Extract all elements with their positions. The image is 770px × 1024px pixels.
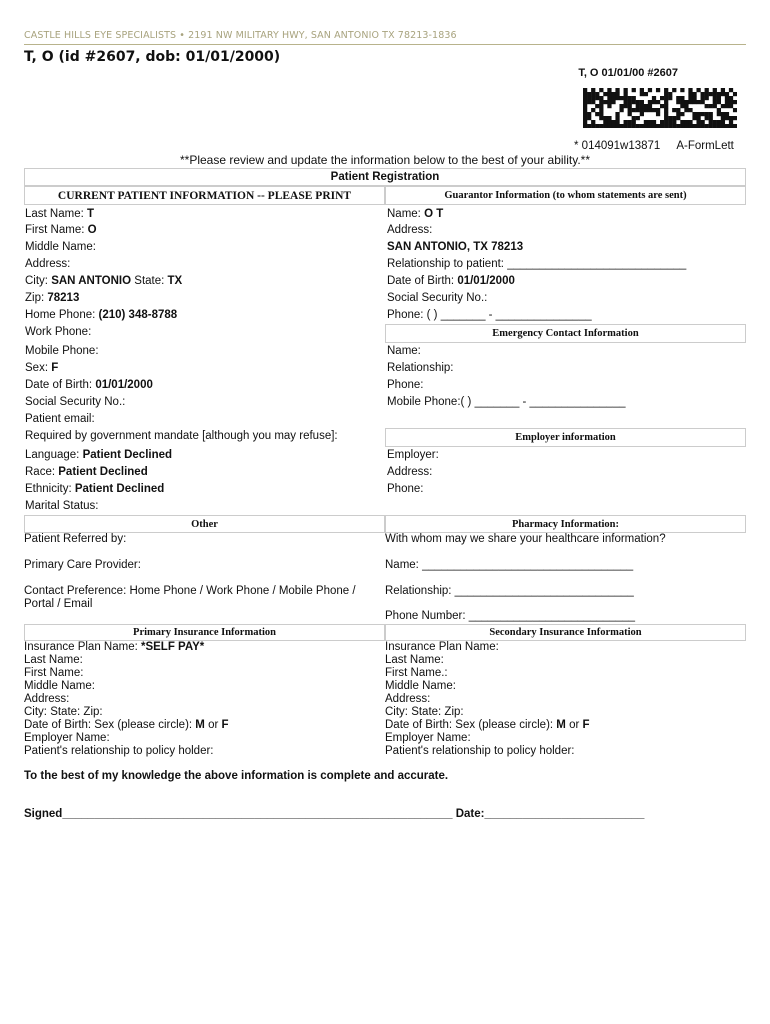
work-phone-row: Work Phone:: [25, 326, 92, 338]
email-row: Patient email:: [25, 413, 95, 425]
employer-header: Employer information: [385, 428, 746, 447]
city-value: SAN ANTONIO: [51, 275, 132, 287]
zip-row: [25, 292, 79, 304]
first-name-row: [25, 224, 97, 236]
home-phone-value: (210) 348-8788: [98, 309, 178, 321]
secondary-address-row: Address:: [385, 693, 431, 705]
city-state-row: [25, 275, 182, 287]
referred-row: Patient Referred by:: [24, 533, 127, 545]
label: Home Phone:: [25, 309, 99, 321]
label: Date of Birth:: [25, 379, 96, 391]
employer-row: Employer:: [387, 449, 439, 461]
guarantor-relationship-row: Relationship to patient: ____________________________: [387, 258, 687, 270]
label: Last Name:: [25, 208, 87, 220]
secondary-city-row: City: State: Zip:: [385, 706, 464, 718]
primary-dob-sex-row: [24, 719, 229, 731]
secondary-relationship-row: Patient's relationship to policy holder:: [385, 745, 575, 757]
guarantor-phone-row: Phone: ( ) _______ - _______________: [387, 309, 592, 321]
zip-value: 78213: [47, 292, 80, 304]
patient-id-label: T, O 01/01/00 #2607: [578, 67, 678, 79]
address-row: Address:: [25, 258, 71, 270]
label: State:: [131, 275, 168, 287]
secondary-insurance-header: Secondary Insurance Information: [385, 624, 746, 641]
primary-employer-row: Employer Name:: [24, 732, 110, 744]
middle-name-row: Middle Name:: [25, 241, 96, 253]
first-name-value: O: [87, 224, 97, 236]
review-note: **Please review and update the information below to the best of your ability.**: [179, 153, 591, 167]
home-phone-row: [25, 309, 177, 321]
sex-row: [25, 362, 58, 374]
label: Date of Birth:: [387, 275, 458, 287]
date-field[interactable]: Date:_________________________: [455, 808, 645, 820]
secondary-dob-sex-row: [385, 719, 590, 731]
pharmacy-question: With whom may we share your healthcare information?: [385, 533, 666, 545]
sex-option-f: F: [582, 719, 590, 731]
sex-value: F: [51, 362, 59, 374]
primary-middle-row: Middle Name:: [24, 680, 95, 692]
emergency-relationship-row: Relationship:: [387, 362, 454, 374]
other-header: Other: [24, 515, 385, 533]
employer-phone-row: Phone:: [387, 483, 424, 495]
last-name-value: T: [87, 208, 95, 220]
mandate-row: Required by government mandate [although you may refuse]:: [25, 430, 338, 442]
patient-title: T, O (id #2607, dob: 01/01/2000): [24, 49, 281, 65]
form-code: [574, 140, 734, 152]
primary-last-row: Last Name:: [24, 654, 83, 666]
datamatrix-barcode: [583, 88, 737, 128]
secondary-plan-row: Insurance Plan Name:: [385, 641, 499, 653]
secondary-first-row: First Name.:: [385, 667, 448, 679]
secondary-middle-row: Middle Name:: [385, 680, 456, 692]
sex-option-f: F: [221, 719, 229, 731]
language-value: Patient Declined: [82, 449, 173, 461]
pharmacy-name-row: Name: _________________________________: [385, 559, 634, 571]
current-patient-header: CURRENT PATIENT INFORMATION -- PLEASE PRINT: [24, 186, 385, 205]
label: Date of Birth: Sex (please circle):: [385, 719, 557, 731]
label: Sex:: [25, 362, 52, 374]
marital-row: Marital Status:: [25, 500, 99, 512]
emergency-mobile-row: Mobile Phone:( ) _______ - _______________: [387, 396, 626, 408]
race-value: Patient Declined: [58, 466, 148, 478]
emergency-name-row: Name:: [387, 345, 421, 357]
contact-preference: Contact Preference: Home Phone / Work Phone / Mobile Phone / Portal / Email: [24, 585, 356, 610]
label: Ethnicity:: [25, 483, 75, 495]
guarantor-name-row: [387, 208, 443, 220]
secondary-employer-row: Employer Name:: [385, 732, 471, 744]
language-row: [25, 449, 172, 461]
pharmacy-relationship-row: Relationship: ____________________________: [385, 585, 634, 597]
guarantor-ssn-row: Social Security No.:: [387, 292, 488, 304]
primary-address-row: Address:: [24, 693, 70, 705]
pharmacy-header: Pharmacy Information:: [385, 515, 746, 533]
secondary-last-row: Last Name:: [385, 654, 444, 666]
employer-address-row: Address:: [387, 466, 433, 478]
emergency-header: Emergency Contact Information: [385, 324, 746, 343]
last-name-row: [25, 208, 94, 220]
emergency-phone-row: Phone:: [387, 379, 424, 391]
label: Date of Birth: Sex (please circle):: [24, 719, 196, 731]
primary-insurance-header: Primary Insurance Information: [24, 624, 385, 641]
primary-relationship-row: Patient's relationship to policy holder:: [24, 745, 214, 757]
form-code-number: * 014091w13871: [574, 140, 661, 152]
race-row: [25, 466, 148, 478]
label: or: [204, 719, 222, 731]
dob-row: [25, 379, 153, 391]
guarantor-dob-row: [387, 275, 515, 287]
signed-field[interactable]: Signed_____________________________________________________________: [24, 808, 453, 820]
guarantor-address-row: Address:: [387, 224, 433, 236]
signature-line[interactable]: [24, 808, 644, 820]
guarantor-header: Guarantor Information (to whom statements are sent): [385, 186, 746, 205]
label: or: [565, 719, 583, 731]
label: Race:: [25, 466, 59, 478]
primary-plan-value: *SELF PAY*: [140, 641, 205, 653]
label: Name:: [387, 208, 425, 220]
attestation: To the best of my knowledge the above information is complete and accurate.: [24, 770, 449, 782]
primary-first-row: First Name:: [24, 667, 84, 679]
pharmacy-phone-row: Phone Number: __________________________: [385, 610, 636, 622]
guarantor-city-row: SAN ANTONIO, TX 78213: [387, 241, 524, 253]
sex-option-m: M: [556, 719, 566, 731]
state-value: TX: [167, 275, 183, 287]
ethnicity-value: Patient Declined: [74, 483, 165, 495]
sex-option-m: M: [195, 719, 205, 731]
clinic-header: CASTLE HILLS EYE SPECIALISTS • 2191 NW MILITARY HWY, SAN ANTONIO TX 78213-1836: [24, 30, 746, 45]
guarantor-name-value: O T: [424, 208, 444, 220]
dob-value: 01/01/2000: [95, 379, 153, 391]
section-title: Patient Registration: [24, 168, 746, 186]
mobile-phone-row: Mobile Phone:: [25, 345, 99, 357]
label: Insurance Plan Name:: [24, 641, 141, 653]
label: First Name:: [25, 224, 88, 236]
pcp-row: Primary Care Provider:: [24, 559, 141, 571]
form-name: A-FormLett: [676, 140, 734, 152]
label: Language:: [25, 449, 83, 461]
primary-city-row: City: State: Zip:: [24, 706, 103, 718]
label: City:: [25, 275, 52, 287]
ethnicity-row: [25, 483, 164, 495]
label: Zip:: [25, 292, 48, 304]
ssn-row: Social Security No.:: [25, 396, 126, 408]
guarantor-dob-value: 01/01/2000: [457, 275, 515, 287]
primary-plan-row: [24, 641, 204, 653]
